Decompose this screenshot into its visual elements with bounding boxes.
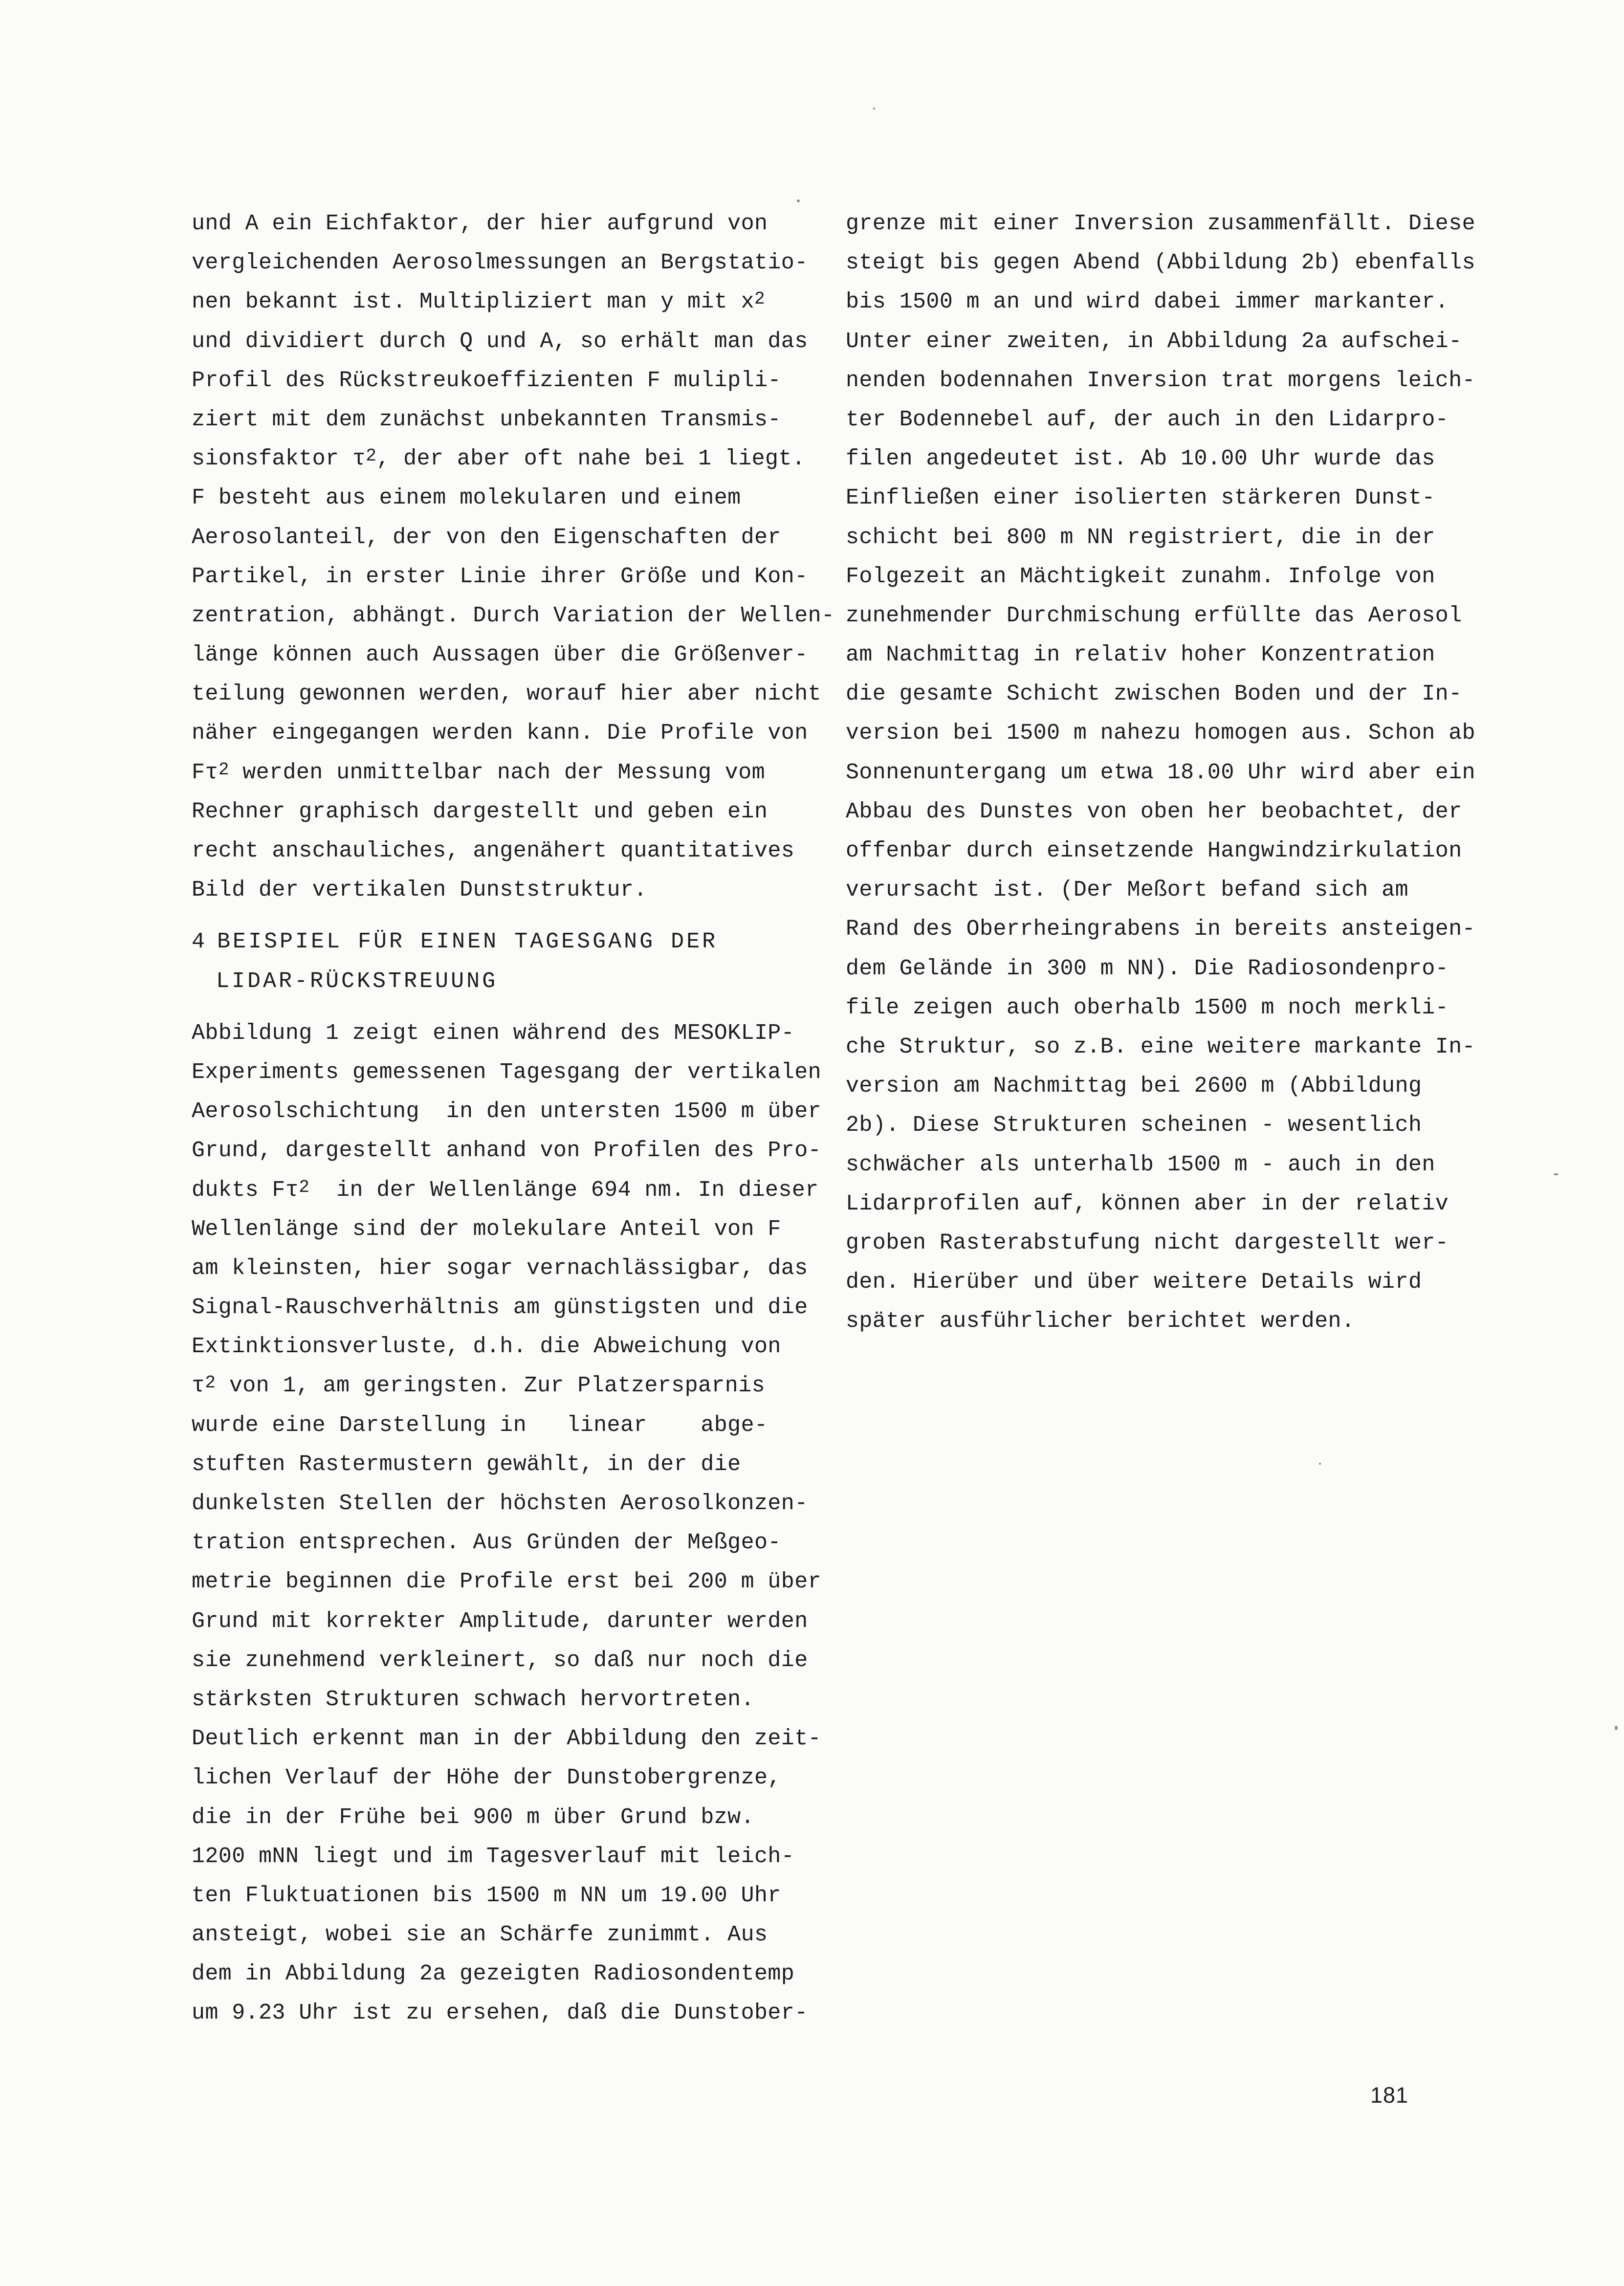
- text-line: dem in Abbildung 2a gezeigten Radiosondentemp: [192, 1961, 795, 1987]
- text-line: ziert mit dem zunächst unbekannten Transmis-: [192, 407, 781, 432]
- text-line: Deutlich erkennt man in der Abbildung den zeit-: [192, 1726, 822, 1752]
- text-line: [192, 440, 822, 479]
- text-line: später ausführlicher berichtet werden.: [846, 1309, 1355, 1334]
- scan-speck: [797, 199, 800, 202]
- text-line: am Nachmittag in relativ hoher Konzentration: [846, 642, 1435, 668]
- text-line: teilung gewonnen werden, worauf hier aber nicht: [192, 681, 822, 707]
- section-number: 4: [192, 929, 205, 955]
- scan-speck: [1615, 1726, 1618, 1730]
- text-line: Einfließen einer isolierten stärkeren Dunst-: [846, 485, 1435, 511]
- text-line: filen angedeutet ist. Ab 10.00 Uhr wurde das: [846, 446, 1435, 472]
- text-line: lichen Verlauf der Höhe der Dunstobergrenze,: [192, 1765, 781, 1791]
- text-line: schicht bei 800 m NN registriert, die in der: [846, 525, 1435, 550]
- text-line: Signal-Rauschverhältnis am günstigsten und die: [192, 1295, 808, 1320]
- superscript: 2: [366, 446, 377, 466]
- superscript: 2: [754, 289, 765, 309]
- text-line: Bild der vertikalen Dunststruktur.: [192, 878, 647, 903]
- text-line: [192, 283, 822, 322]
- text-line: am kleinsten, hier sogar vernachlässigbar, das: [192, 1255, 808, 1281]
- text-line: offenbar durch einsetzende Hangwindzirkulation: [846, 838, 1462, 863]
- text-line: [192, 753, 822, 792]
- text-line: und dividiert durch Q und A, so erhält man das: [192, 329, 808, 354]
- text-line: F besteht aus einem molekularen und einem: [192, 485, 741, 511]
- text-line: recht anschauliches, angenähert quantitatives: [192, 838, 795, 863]
- paragraph-gap: [192, 910, 822, 923]
- paragraph-daily-cycle: [192, 1014, 822, 2033]
- text-line: den. Hierüber und über weitere Details wird: [846, 1270, 1422, 1295]
- text-segment: werden unmittelbar nach der Messung vom: [229, 760, 766, 785]
- text-line: Experiments gemessenen Tagesgang der vertikalen: [192, 1059, 822, 1085]
- section-heading-line-1: [192, 923, 822, 962]
- text-segment: dukts Fτ: [192, 1177, 299, 1203]
- text-line: stärksten Strukturen schwach hervortreten.: [192, 1687, 754, 1712]
- section-title: BEISPIEL FÜR EINEN TAGESGANG DER: [217, 929, 718, 955]
- text-line: steigt bis gegen Abend (Abbildung 2b) ebenfalls: [846, 250, 1476, 276]
- text-segment: , der aber oft nahe bei 1 liegt.: [376, 446, 806, 472]
- text-line: Lidarprofilen auf, können aber in der relativ: [846, 1191, 1449, 1216]
- text-line: Folgezeit an Mächtigkeit zunahm. Infolge von: [846, 564, 1435, 589]
- text-line: file zeigen auch oberhalb 1500 m noch merkli-: [846, 995, 1449, 1020]
- section-heading-line-2: LIDAR-RÜCKSTREUUNG: [216, 968, 498, 994]
- text-line: länge können auch Aussagen über die Größenver-: [192, 642, 808, 668]
- superscript: 2: [299, 1177, 310, 1197]
- scan-speck: [1319, 1463, 1321, 1465]
- text-line: schwächer als unterhalb 1500 m - auch in den: [846, 1152, 1435, 1177]
- text-line: zentration, abhängt. Durch Variation der Wellen-: [192, 603, 835, 628]
- text-line: metrie beginnen die Profile erst bei 200 m über: [192, 1569, 822, 1595]
- paragraph-continuation: [846, 204, 1476, 1341]
- text-line: vergleichenden Aerosolmessungen an Bergstatio-: [192, 250, 808, 276]
- text-segment: nen bekannt ist. Multipliziert man y mit x: [192, 289, 754, 315]
- text-line: und A ein Eichfaktor, der hier aufgrund von: [192, 211, 768, 236]
- text-line: stuften Rastermustern gewählt, in der die: [192, 1451, 741, 1477]
- paragraph-definitions: [192, 204, 835, 910]
- text-line: 2b). Diese Strukturen scheinen - wesentlich: [846, 1113, 1422, 1138]
- left-column: [192, 204, 835, 2033]
- text-line: Aerosolschichtung in den untersten 1500 m über: [192, 1099, 822, 1124]
- superscript: 2: [218, 759, 229, 780]
- text-line: [192, 1366, 822, 1406]
- text-segment: Fτ: [192, 760, 219, 785]
- text-line: grenze mit einer Inversion zusammenfällt. Diese: [846, 211, 1476, 236]
- text-segment: τ: [192, 1373, 205, 1399]
- text-line: Rand des Oberrheingrabens in bereits ansteigen-: [846, 917, 1476, 942]
- text-line: Unter einer zweiten, in Abbildung 2a aufschei-: [846, 329, 1462, 354]
- right-column: [846, 204, 1476, 1341]
- text-line: Aerosolanteil, der von den Eigenschaften der: [192, 525, 781, 550]
- text-line: verursacht ist. (Der Meßort befand sich am: [846, 878, 1408, 903]
- page-number: 181: [1370, 2083, 1409, 2108]
- scan-speck: [1554, 1173, 1558, 1175]
- text-line: version bei 1500 m nahezu homogen aus. Schon ab: [846, 721, 1476, 746]
- paragraph-gap: [192, 1001, 822, 1014]
- text-line: Abbildung 1 zeigt einen während des MESOKLIP-: [192, 1020, 795, 1046]
- text-line: ten Fluktuationen bis 1500 m NN um 19.00 Uhr: [192, 1883, 781, 1908]
- text-segment: sionsfaktor τ: [192, 446, 366, 472]
- text-line: che Struktur, so z.B. eine weitere markante In-: [846, 1034, 1476, 1059]
- text-line: nenden bodennahen Inversion trat morgens leich-: [846, 368, 1476, 393]
- text-line: Abbau des Dunstes von oben her beobachtet, der: [846, 799, 1462, 824]
- text-line: näher eingegangen werden kann. Die Profile von: [192, 721, 808, 746]
- scan-speck: [873, 108, 875, 110]
- text-line: um 9.23 Uhr ist zu ersehen, daß die Dunstober-: [192, 2000, 808, 2026]
- text-line: ter Bodennebel auf, der auch in den Lidarpro-: [846, 407, 1449, 432]
- text-line: Profil des Rückstreukoeffizienten F mulipli-: [192, 368, 781, 393]
- text-line: die in der Frühe bei 900 m über Grund bzw.: [192, 1804, 754, 1830]
- text-line: Partikel, in erster Linie ihrer Größe und Kon-: [192, 564, 808, 589]
- superscript: 2: [205, 1373, 216, 1393]
- text-line: groben Rasterabstufung nicht dargestellt wer-: [846, 1230, 1449, 1255]
- text-line: dem Gelände in 300 m NN). Die Radiosondenpro-: [846, 956, 1449, 981]
- text-line: Grund mit korrekter Amplitude, darunter werden: [192, 1608, 808, 1634]
- text-line: Rechner graphisch dargestellt und geben ein: [192, 799, 768, 824]
- text-line: dunkelsten Stellen der höchsten Aerosolkonzen-: [192, 1491, 808, 1516]
- text-line: ansteigt, wobei sie an Schärfe zunimmt. Aus: [192, 1922, 768, 1948]
- section-heading: [192, 923, 822, 1001]
- text-segment: in der Wellenlänge 694 nm. In dieser: [309, 1177, 819, 1203]
- text-line: die gesamte Schicht zwischen Boden und der In-: [846, 681, 1462, 707]
- text-line: Grund, dargestellt anhand von Profilen des Pro-: [192, 1138, 822, 1164]
- text-line: Wellenlänge sind der molekulare Anteil von F: [192, 1216, 781, 1242]
- text-line: zunehmender Durchmischung erfüllte das Aerosol: [846, 603, 1462, 628]
- text-line: version am Nachmittag bei 2600 m (Abbildung: [846, 1074, 1422, 1099]
- text-line: Sonnenuntergang um etwa 18.00 Uhr wird aber ein: [846, 760, 1476, 785]
- text-line: tration entsprechen. Aus Gründen der Meßgeo-: [192, 1530, 781, 1556]
- text-line: [192, 1171, 822, 1210]
- text-line: bis 1500 m an und wird dabei immer markanter.: [846, 289, 1449, 315]
- text-line: sie zunehmend verkleinert, so daß nur noch die: [192, 1648, 808, 1673]
- text-line: 1200 mNN liegt und im Tagesverlauf mit leich-: [192, 1844, 795, 1869]
- text-line: Extinktionsverluste, d.h. die Abweichung von: [192, 1334, 781, 1360]
- text-segment: von 1, am geringsten. Zur Platzersparnis: [216, 1373, 766, 1399]
- text-line: wurde eine Darstellung in linear abge-: [192, 1412, 768, 1438]
